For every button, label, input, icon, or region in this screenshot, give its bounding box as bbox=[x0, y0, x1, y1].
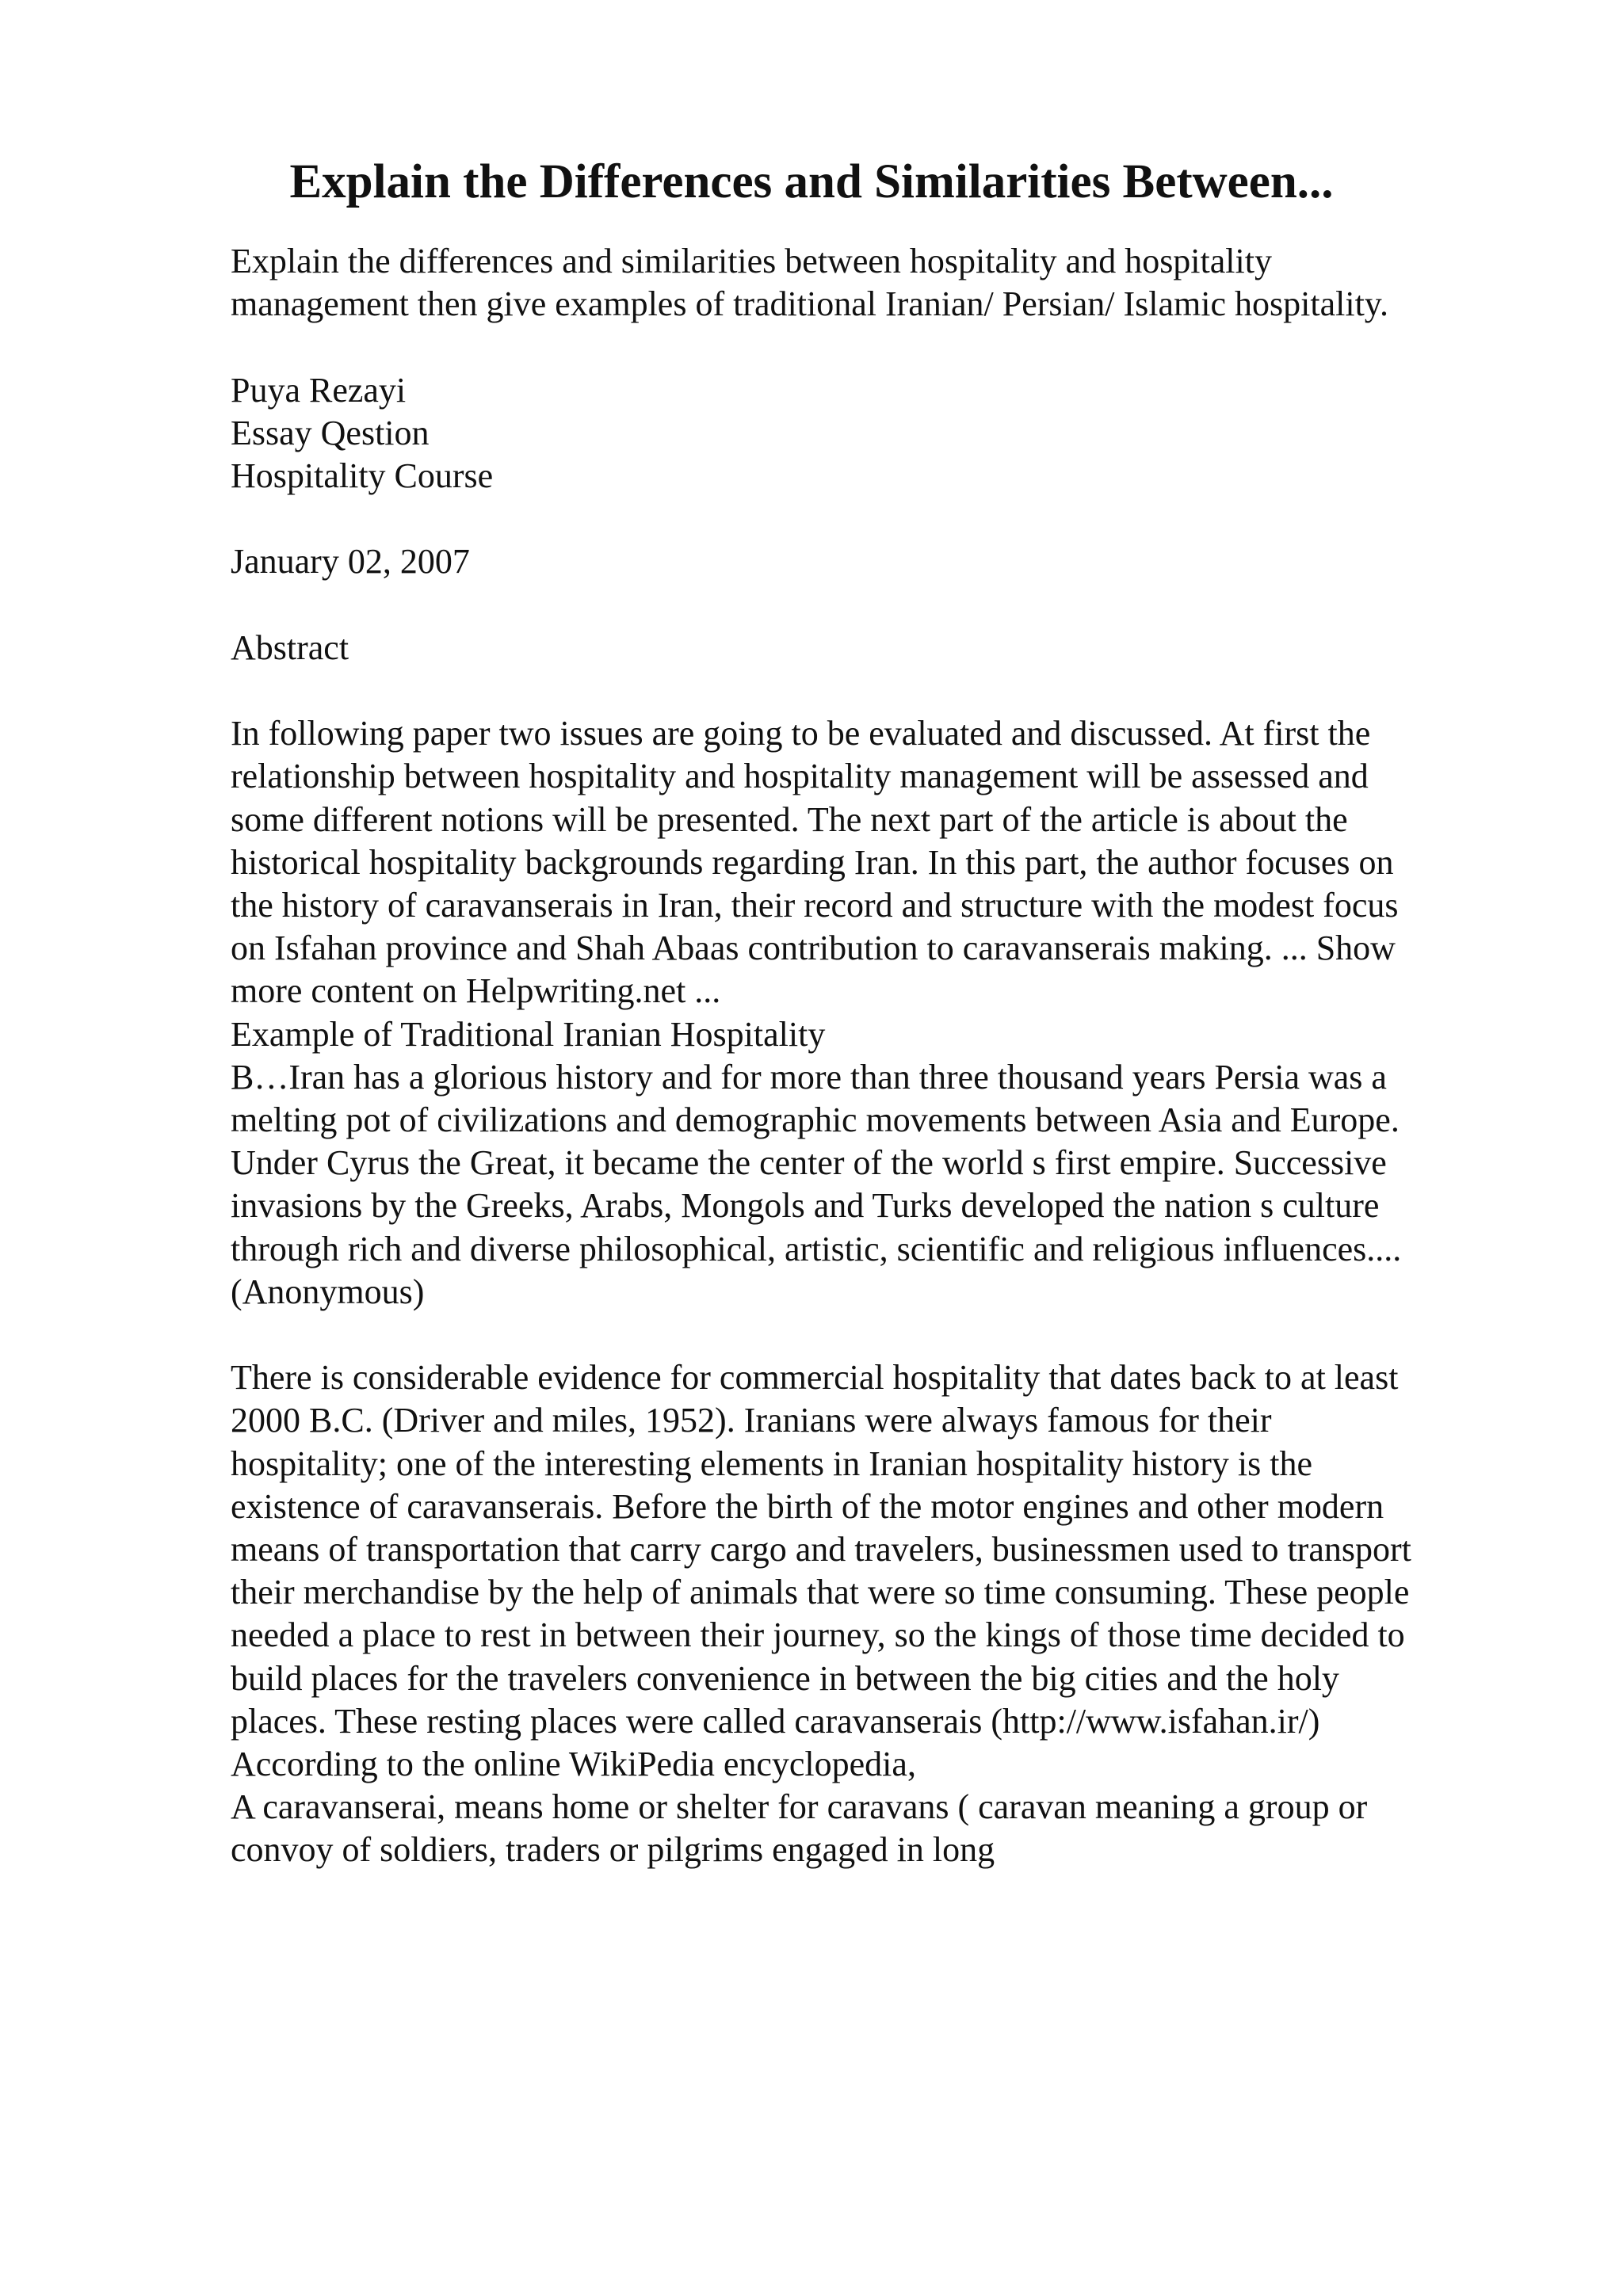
body-line: means of transportation that carry cargo and travelers, businessmen used to transport bbox=[231, 1530, 1411, 1569]
abstract-paragraph bbox=[231, 712, 1594, 1013]
body-line: places. These resting places were called caravanserais (http://www.isfahan.ir/) bbox=[231, 1701, 1320, 1741]
example-line: B…Iran has a glorious history and for more than three thousand years Persia was a bbox=[231, 1057, 1387, 1097]
document-title: Explain the Differences and Similarities Between... bbox=[289, 155, 1334, 208]
body-line: According to the online WikiPedia encyclopedia, bbox=[231, 1745, 916, 1784]
body-line: existence of caravanserais. Before the birth of the motor engines and other modern bbox=[231, 1486, 1384, 1526]
body-paragraph bbox=[231, 1356, 1594, 1871]
example-line: invasions by the Greeks, Arabs, Mongols and Turks developed the nation s culture bbox=[231, 1186, 1380, 1226]
document-date: January 02, 2007 bbox=[231, 542, 470, 582]
abstract-line: In following paper two issues are going to be evaluated and discussed. At first the bbox=[231, 714, 1371, 753]
abstract-line: relationship between hospitality and hospitality management will be assessed and bbox=[231, 757, 1369, 796]
body-line: their merchandise by the help of animals that were so time consuming. These people bbox=[231, 1573, 1410, 1612]
body-line: build places for the travelers convenience in between the big cities and the holy bbox=[231, 1658, 1339, 1698]
example-line: through rich and diverse philosophical, artistic, scientific and religious influences.... bbox=[231, 1229, 1402, 1268]
abstract-line: on Isfahan province and Shah Abaas contribution to caravanserais making. ... Show bbox=[231, 929, 1396, 968]
abstract-heading: Abstract bbox=[231, 627, 349, 667]
example-line: Under Cyrus the Great, it became the center of the world s first empire. Successive bbox=[231, 1143, 1387, 1183]
prompt-paragraph bbox=[231, 240, 1594, 326]
example-line: (Anonymous) bbox=[231, 1272, 425, 1311]
document-body bbox=[231, 240, 1594, 1872]
body-line: There is considerable evidence for commercial hospitality that dates back to at least bbox=[231, 1358, 1399, 1398]
example-line: melting pot of civilizations and demographic movements between Asia and Europe. bbox=[231, 1100, 1400, 1139]
example-heading: Example of Traditional Iranian Hospitality bbox=[231, 1014, 826, 1054]
author-block bbox=[231, 369, 1594, 498]
course-name: Hospitality Course bbox=[231, 456, 494, 495]
body-line: hospitality; one of the interesting elements in Iranian hospitality history is the bbox=[231, 1444, 1312, 1483]
example-paragraph bbox=[231, 1056, 1594, 1314]
abstract-line: historical hospitality backgrounds regarding Iran. In this part, the author focuses on bbox=[231, 842, 1394, 882]
abstract-line: some different notions will be presented. The next part of the article is about the bbox=[231, 799, 1348, 839]
body-line: needed a place to rest in between their journey, so the kings of those time decided to bbox=[231, 1615, 1405, 1655]
body-line: convoy of soldiers, traders or pilgrims engaged in long bbox=[231, 1830, 995, 1870]
abstract-line: the history of caravanserais in Iran, their record and structure with the modest focus bbox=[231, 885, 1399, 925]
body-line: A caravanserai, means home or shelter for caravans ( caravan meaning a group or bbox=[231, 1787, 1368, 1827]
body-line: 2000 B.C. (Driver and miles, 1952). Iranians were always famous for their bbox=[231, 1401, 1272, 1440]
abstract-line: more content on Helpwriting.net ... bbox=[231, 971, 721, 1011]
prompt-line: Explain the differences and similarities between hospitality and hospitality bbox=[231, 242, 1272, 280]
author-name: Puya Rezayi bbox=[231, 370, 407, 410]
essay-type: Essay Qestion bbox=[231, 413, 430, 452]
prompt-line: management then give examples of traditional Iranian/ Persian/ Islamic hospitality. bbox=[231, 284, 1388, 324]
